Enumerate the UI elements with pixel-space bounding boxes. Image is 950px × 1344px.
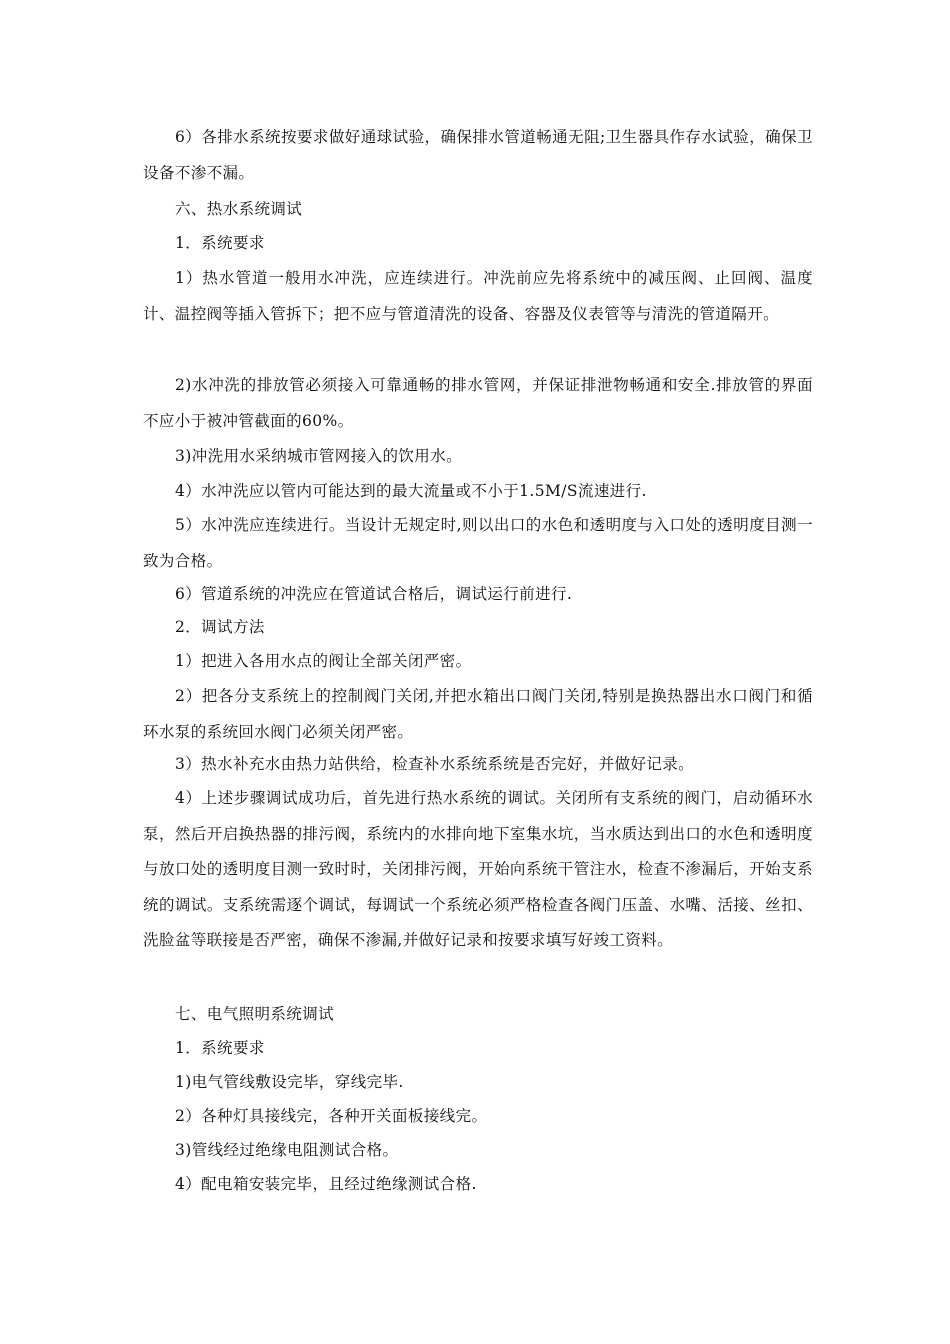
- paragraph-lighting-1: 1)电气管线敷设完毕，穿线完毕.: [175, 1073, 404, 1091]
- paragraph-method-4: 4）上述步骤调试成功后，首先进行热水系统的调试。关闭所有支系统的阀门，启动循环水泵，然后开启换热器的排污阀，系统内的水排向地下室集水坑，当水质达到出口的水色和透明度与放口处的透明度目测一致时时，关闭排污阀，开始向系统干管注水，检查不渗漏后，开始支系统的调试。支系统需逐个调试，每调试一个系统必须严格检查各阀门压盖、水嘴、活接、丝扣、洗脸盆等联接是否严密，确保不渗漏,并做好记录和按要求填写好竣工资料。: [143, 789, 813, 949]
- paragraph-lighting-2: 2）各种灯具接线完，各种开关面板接线完。: [175, 1107, 488, 1125]
- paragraph-flushing-3: 3)冲洗用水采纳城市管网接入的饮用水。: [175, 447, 463, 465]
- paragraph-flushing-4: 4）水冲洗应以管内可能达到的最大流量或不小于1.5M/S流速进行.: [175, 482, 647, 500]
- paragraph-flushing-6: 6）管道系统的冲洗应在管道试合格后，调试运行前进行.: [175, 585, 573, 603]
- paragraph-lighting-4: 4）配电箱安装完毕，且经过绝缘测试合格.: [175, 1175, 477, 1193]
- section-heading-hot-water: 六、热水系统调试: [175, 200, 303, 218]
- paragraph-flushing-5: 5）水冲洗应连续进行。当设计无规定时,则以出口的水色和透明度与入口处的透明度目测一致为合格。: [143, 516, 813, 570]
- paragraph-lighting-3: 3)管线经过绝缘电阻测试合格。: [175, 1141, 399, 1159]
- subheading-system-requirements-2: 1．系统要求: [175, 1039, 265, 1057]
- paragraph-flushing-1: 1）热水管道一般用水冲洗，应连续进行。冲洗前应先将系统中的减压阀、止回阀、温度计、温控阀等插入管拆下；把不应与管道清洗的设备、容器及仪表管等与清洗的管道隔开。: [143, 269, 813, 323]
- subheading-test-method: 2．调试方法: [175, 618, 265, 636]
- section-heading-lighting: 七、电气照明系统调试: [175, 1005, 335, 1023]
- paragraph-drainage-ball-test: 6）各排水系统按要求做好通球试验，确保排水管道畅通无阻;卫生器具作存水试验，确保卫设备不渗不漏。: [143, 128, 813, 182]
- paragraph-method-2: 2）把各分支系统上的控制阀门关闭,并把水箱出口阀门关闭,特别是换热器出水口阀门和循环水泵的系统回水阀门必须关闭严密。: [143, 687, 813, 741]
- paragraph-method-1: 1）把进入各用水点的阀让全部关闭严密。: [175, 652, 472, 670]
- paragraph-flushing-2: 2)水冲洗的排放管必须接入可靠通畅的排水管网，并保证排泄物畅通和安全.排放管的界面不应小于被冲管截面的60%。: [143, 376, 813, 430]
- subheading-system-requirements: 1．系统要求: [175, 234, 265, 252]
- paragraph-method-3: 3）热水补充水由热力站供给，检查补水系统系统是否完好，并做好记录。: [175, 755, 695, 773]
